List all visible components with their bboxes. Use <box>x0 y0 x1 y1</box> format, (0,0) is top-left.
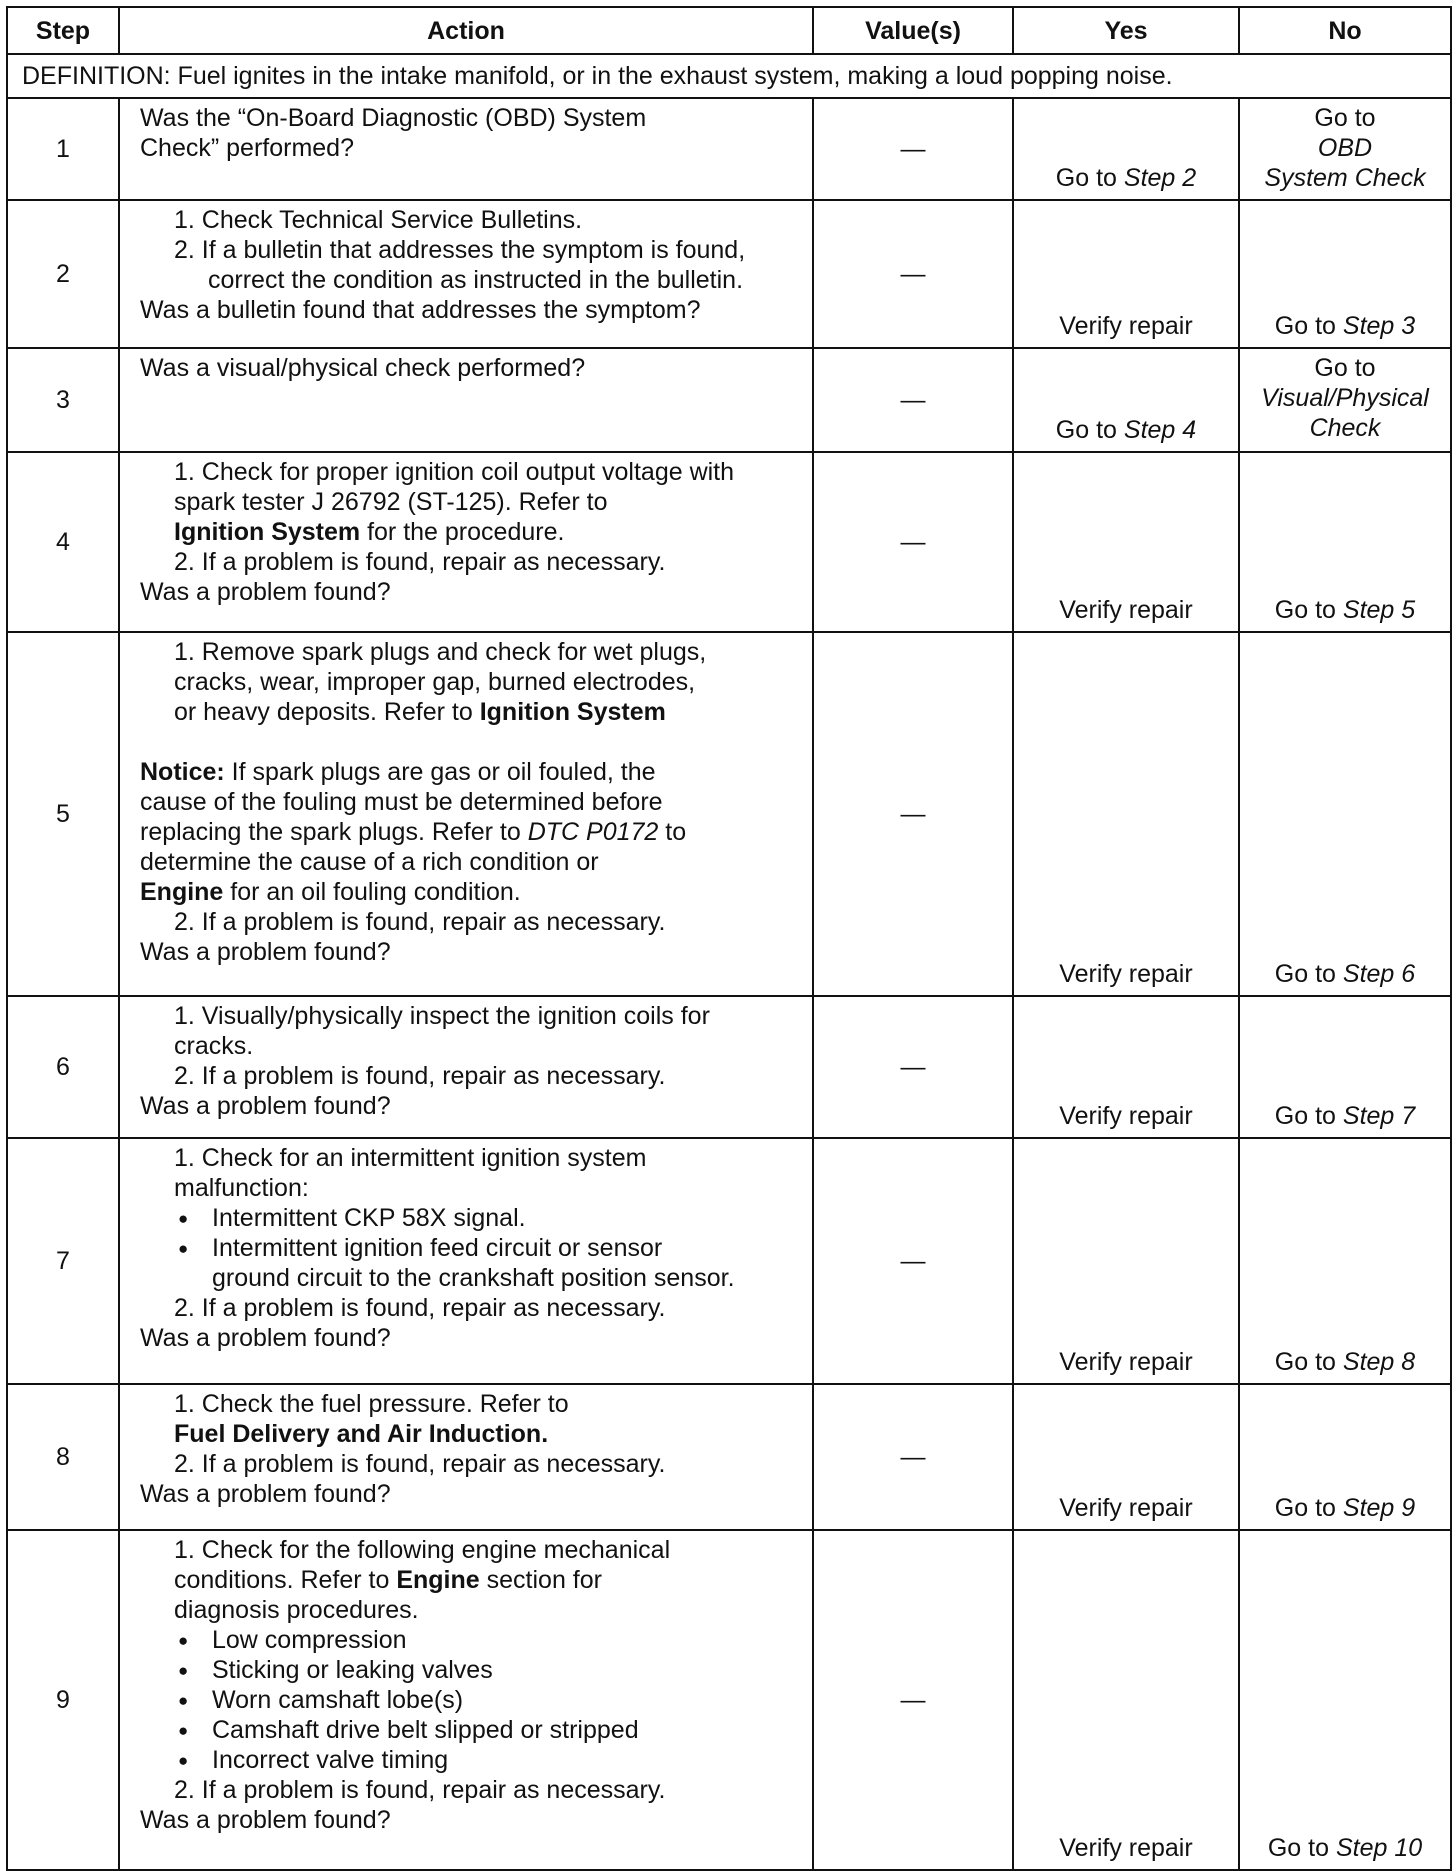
table-row-step-3 <box>7 348 1451 452</box>
ignition-system-ref: Ignition System <box>479 698 666 726</box>
table-row-step-6 <box>7 996 1451 1138</box>
action-question: Was a problem found? <box>140 938 391 966</box>
go-to-text: Go to <box>1055 164 1117 192</box>
yes-cell: Verify repair <box>1013 632 1239 996</box>
action-cell <box>119 1138 813 1384</box>
action-line: Was the “On-Board Diagnostic (OBD) System <box>140 104 647 132</box>
no-cell <box>1239 98 1451 200</box>
action-line <box>140 1565 804 1595</box>
value-cell: — <box>813 98 1013 200</box>
definition-row <box>7 54 1451 98</box>
notice-line <box>140 757 804 787</box>
notice-line <box>140 817 804 847</box>
header-row <box>7 7 1451 54</box>
action-question: Was a problem found? <box>140 1806 391 1834</box>
table-row-step-4 <box>7 452 1451 632</box>
header-step: Step <box>7 7 119 54</box>
visual-check-reference: Visual/Physical <box>1261 384 1429 412</box>
step-number: 2 <box>7 200 119 348</box>
no-cell <box>1239 1384 1451 1530</box>
yes-cell: Verify repair <box>1013 1138 1239 1384</box>
action-line <box>140 697 804 727</box>
step-ref: Step 8 <box>1342 1348 1416 1376</box>
action-line: 2. If a problem is found, repair as necessary. <box>174 548 666 576</box>
step-ref: Step 6 <box>1342 960 1416 988</box>
diagnostic-table-wrapper <box>6 6 1450 1871</box>
yes-cell: Verify repair <box>1013 200 1239 348</box>
action-line: diagnosis procedures. <box>174 1596 419 1624</box>
no-cell <box>1239 1138 1451 1384</box>
action-line: 1. Remove spark plugs and check for wet plugs, <box>174 638 707 666</box>
notice-line: cause of the fouling must be determined before <box>140 788 663 816</box>
action-line: malfunction: <box>174 1174 309 1202</box>
obd-reference: OBD <box>1317 134 1373 162</box>
notice-label: Notice: <box>140 758 225 786</box>
step-number: 6 <box>7 996 119 1138</box>
step-number: 4 <box>7 452 119 632</box>
action-line <box>140 517 804 547</box>
no-cell <box>1239 452 1451 632</box>
step-ref: Step 10 <box>1335 1834 1423 1862</box>
table-row-step-2 <box>7 200 1451 348</box>
action-cell <box>119 348 813 452</box>
no-cell <box>1239 996 1451 1138</box>
engine-ref: Engine <box>140 878 224 906</box>
table-row-step-5 <box>7 632 1451 996</box>
table-row-step-9 <box>7 1530 1451 1870</box>
header-yes: Yes <box>1013 7 1239 54</box>
notice-text: to <box>658 818 687 846</box>
action-line: 1. Check for the following engine mechanical <box>174 1536 671 1564</box>
action-text: for the procedure. <box>360 518 565 546</box>
step-number: 7 <box>7 1138 119 1384</box>
value-cell: — <box>813 452 1013 632</box>
no-cell <box>1239 348 1451 452</box>
notice-text: If spark plugs are gas or oil fouled, the <box>224 758 656 786</box>
ignition-system-ref: Ignition System <box>174 518 361 546</box>
action-line: 2. If a problem is found, repair as necessary. <box>174 908 666 936</box>
action-question: Was a bulletin found that addresses the symptom? <box>140 296 701 324</box>
go-to-text: Go to <box>1274 960 1336 988</box>
header-action: Action <box>119 7 813 54</box>
step-number: 5 <box>7 632 119 996</box>
visual-check-reference: Check <box>1309 414 1381 442</box>
action-line: 2. If a problem is found, repair as necessary. <box>174 1062 666 1090</box>
dtc-reference: DTC P0172 <box>527 818 659 846</box>
action-line: correct the condition as instructed in the bulletin. <box>208 266 744 294</box>
bullet-item: ● Intermittent CKP 58X signal. <box>140 1203 804 1233</box>
go-to-text: Go to <box>1274 312 1336 340</box>
value-cell: — <box>813 632 1013 996</box>
go-to-text: Go to <box>1314 354 1376 382</box>
step-number: 3 <box>7 348 119 452</box>
action-question: Was a problem found? <box>140 1480 391 1508</box>
go-to-text: Go to <box>1274 596 1336 624</box>
action-line: 1. Check Technical Service Bulletins. <box>174 206 583 234</box>
action-question: Was a problem found? <box>140 578 391 606</box>
value-cell: — <box>813 1138 1013 1384</box>
action-cell <box>119 1530 813 1870</box>
action-line: cracks, wear, improper gap, burned electrodes, <box>174 668 696 696</box>
no-cell <box>1239 632 1451 996</box>
value-cell: — <box>813 348 1013 452</box>
bullet-item: ● Intermittent ignition feed circuit or sensor <box>140 1233 804 1263</box>
action-line: 2. If a problem is found, repair as necessary. <box>174 1294 666 1322</box>
yes-cell <box>1013 348 1239 452</box>
action-line: 1. Visually/physically inspect the ignition coils for <box>174 1002 710 1030</box>
spacer <box>140 727 804 757</box>
value-cell: — <box>813 200 1013 348</box>
action-text: conditions. Refer to <box>174 1566 397 1594</box>
bullet-item: ● Sticking or leaking valves <box>140 1655 804 1685</box>
step-number: 1 <box>7 98 119 200</box>
table-row-step-8 <box>7 1384 1451 1530</box>
action-line: 2. If a problem is found, repair as necessary. <box>174 1776 666 1804</box>
step-ref: Step 3 <box>1342 312 1416 340</box>
table-row-step-7 <box>7 1138 1451 1384</box>
step-ref: Step 7 <box>1342 1102 1416 1130</box>
go-to-text: Go to <box>1055 416 1117 444</box>
go-to-text: Go to <box>1267 1834 1329 1862</box>
header-no: No <box>1239 7 1451 54</box>
no-cell <box>1239 200 1451 348</box>
yes-cell <box>1013 98 1239 200</box>
yes-cell: Verify repair <box>1013 452 1239 632</box>
bullet-item: ● Low compression <box>140 1625 804 1655</box>
bullet-item-continued: ground circuit to the crankshaft position sensor. <box>212 1264 735 1292</box>
notice-line: determine the cause of a rich condition or <box>140 848 599 876</box>
action-cell <box>119 452 813 632</box>
yes-cell: Verify repair <box>1013 1530 1239 1870</box>
go-to-text: Go to <box>1274 1494 1336 1522</box>
obd-reference: System Check <box>1264 164 1426 192</box>
fuel-delivery-ref: Fuel Delivery and Air Induction. <box>174 1420 549 1448</box>
notice-text: for an oil fouling condition. <box>223 878 521 906</box>
value-cell: — <box>813 1384 1013 1530</box>
step-ref: Step 9 <box>1342 1494 1416 1522</box>
action-line: 1. Check for an intermittent ignition system <box>174 1144 647 1172</box>
bullet-item: ● Worn camshaft lobe(s) <box>140 1685 804 1715</box>
action-line: Check” performed? <box>140 134 354 162</box>
go-to-text: Go to <box>1274 1102 1336 1130</box>
action-line: cracks. <box>174 1032 254 1060</box>
value-cell: — <box>813 996 1013 1138</box>
action-question: Was a problem found? <box>140 1092 391 1120</box>
step-ref: Step 5 <box>1342 596 1416 624</box>
action-text: or heavy deposits. Refer to <box>174 698 480 726</box>
action-line: 2. If a bulletin that addresses the symptom is found, <box>174 236 746 264</box>
step-number: 8 <box>7 1384 119 1530</box>
action-line: 1. Check for proper ignition coil output voltage with <box>174 458 735 486</box>
step-ref: Step 4 <box>1123 416 1197 444</box>
go-to-text: Go to <box>1314 104 1376 132</box>
action-cell <box>119 1384 813 1530</box>
table-row-step-1 <box>7 98 1451 200</box>
notice-text: replacing the spark plugs. Refer to <box>140 818 528 846</box>
action-line: spark tester J 26792 (ST-125). Refer to <box>174 488 608 516</box>
action-cell <box>119 98 813 200</box>
action-line: 2. If a problem is found, repair as necessary. <box>174 1450 666 1478</box>
no-cell <box>1239 1530 1451 1870</box>
header-values: Value(s) <box>813 7 1013 54</box>
notice-line <box>140 877 804 907</box>
yes-cell: Verify repair <box>1013 1384 1239 1530</box>
action-cell <box>119 996 813 1138</box>
action-text: section for <box>479 1566 602 1594</box>
value-cell: — <box>813 1530 1013 1870</box>
action-line: 1. Check the fuel pressure. Refer to <box>174 1390 569 1418</box>
action-question: Was a visual/physical check performed? <box>140 354 586 382</box>
step-ref: Step 2 <box>1123 164 1197 192</box>
action-question: Was a problem found? <box>140 1324 391 1352</box>
definition-text: DEFINITION: Fuel ignites in the intake manifold, or in the exhaust system, making a loud popping noise. <box>7 54 1451 98</box>
action-cell <box>119 632 813 996</box>
yes-cell: Verify repair <box>1013 996 1239 1138</box>
step-number: 9 <box>7 1530 119 1870</box>
bullet-item: ● Incorrect valve timing <box>140 1745 804 1775</box>
diagnostic-table <box>6 6 1452 1871</box>
engine-ref: Engine <box>396 1566 480 1594</box>
bullet-item: ● Camshaft drive belt slipped or stripped <box>140 1715 804 1745</box>
go-to-text: Go to <box>1274 1348 1336 1376</box>
action-cell <box>119 200 813 348</box>
